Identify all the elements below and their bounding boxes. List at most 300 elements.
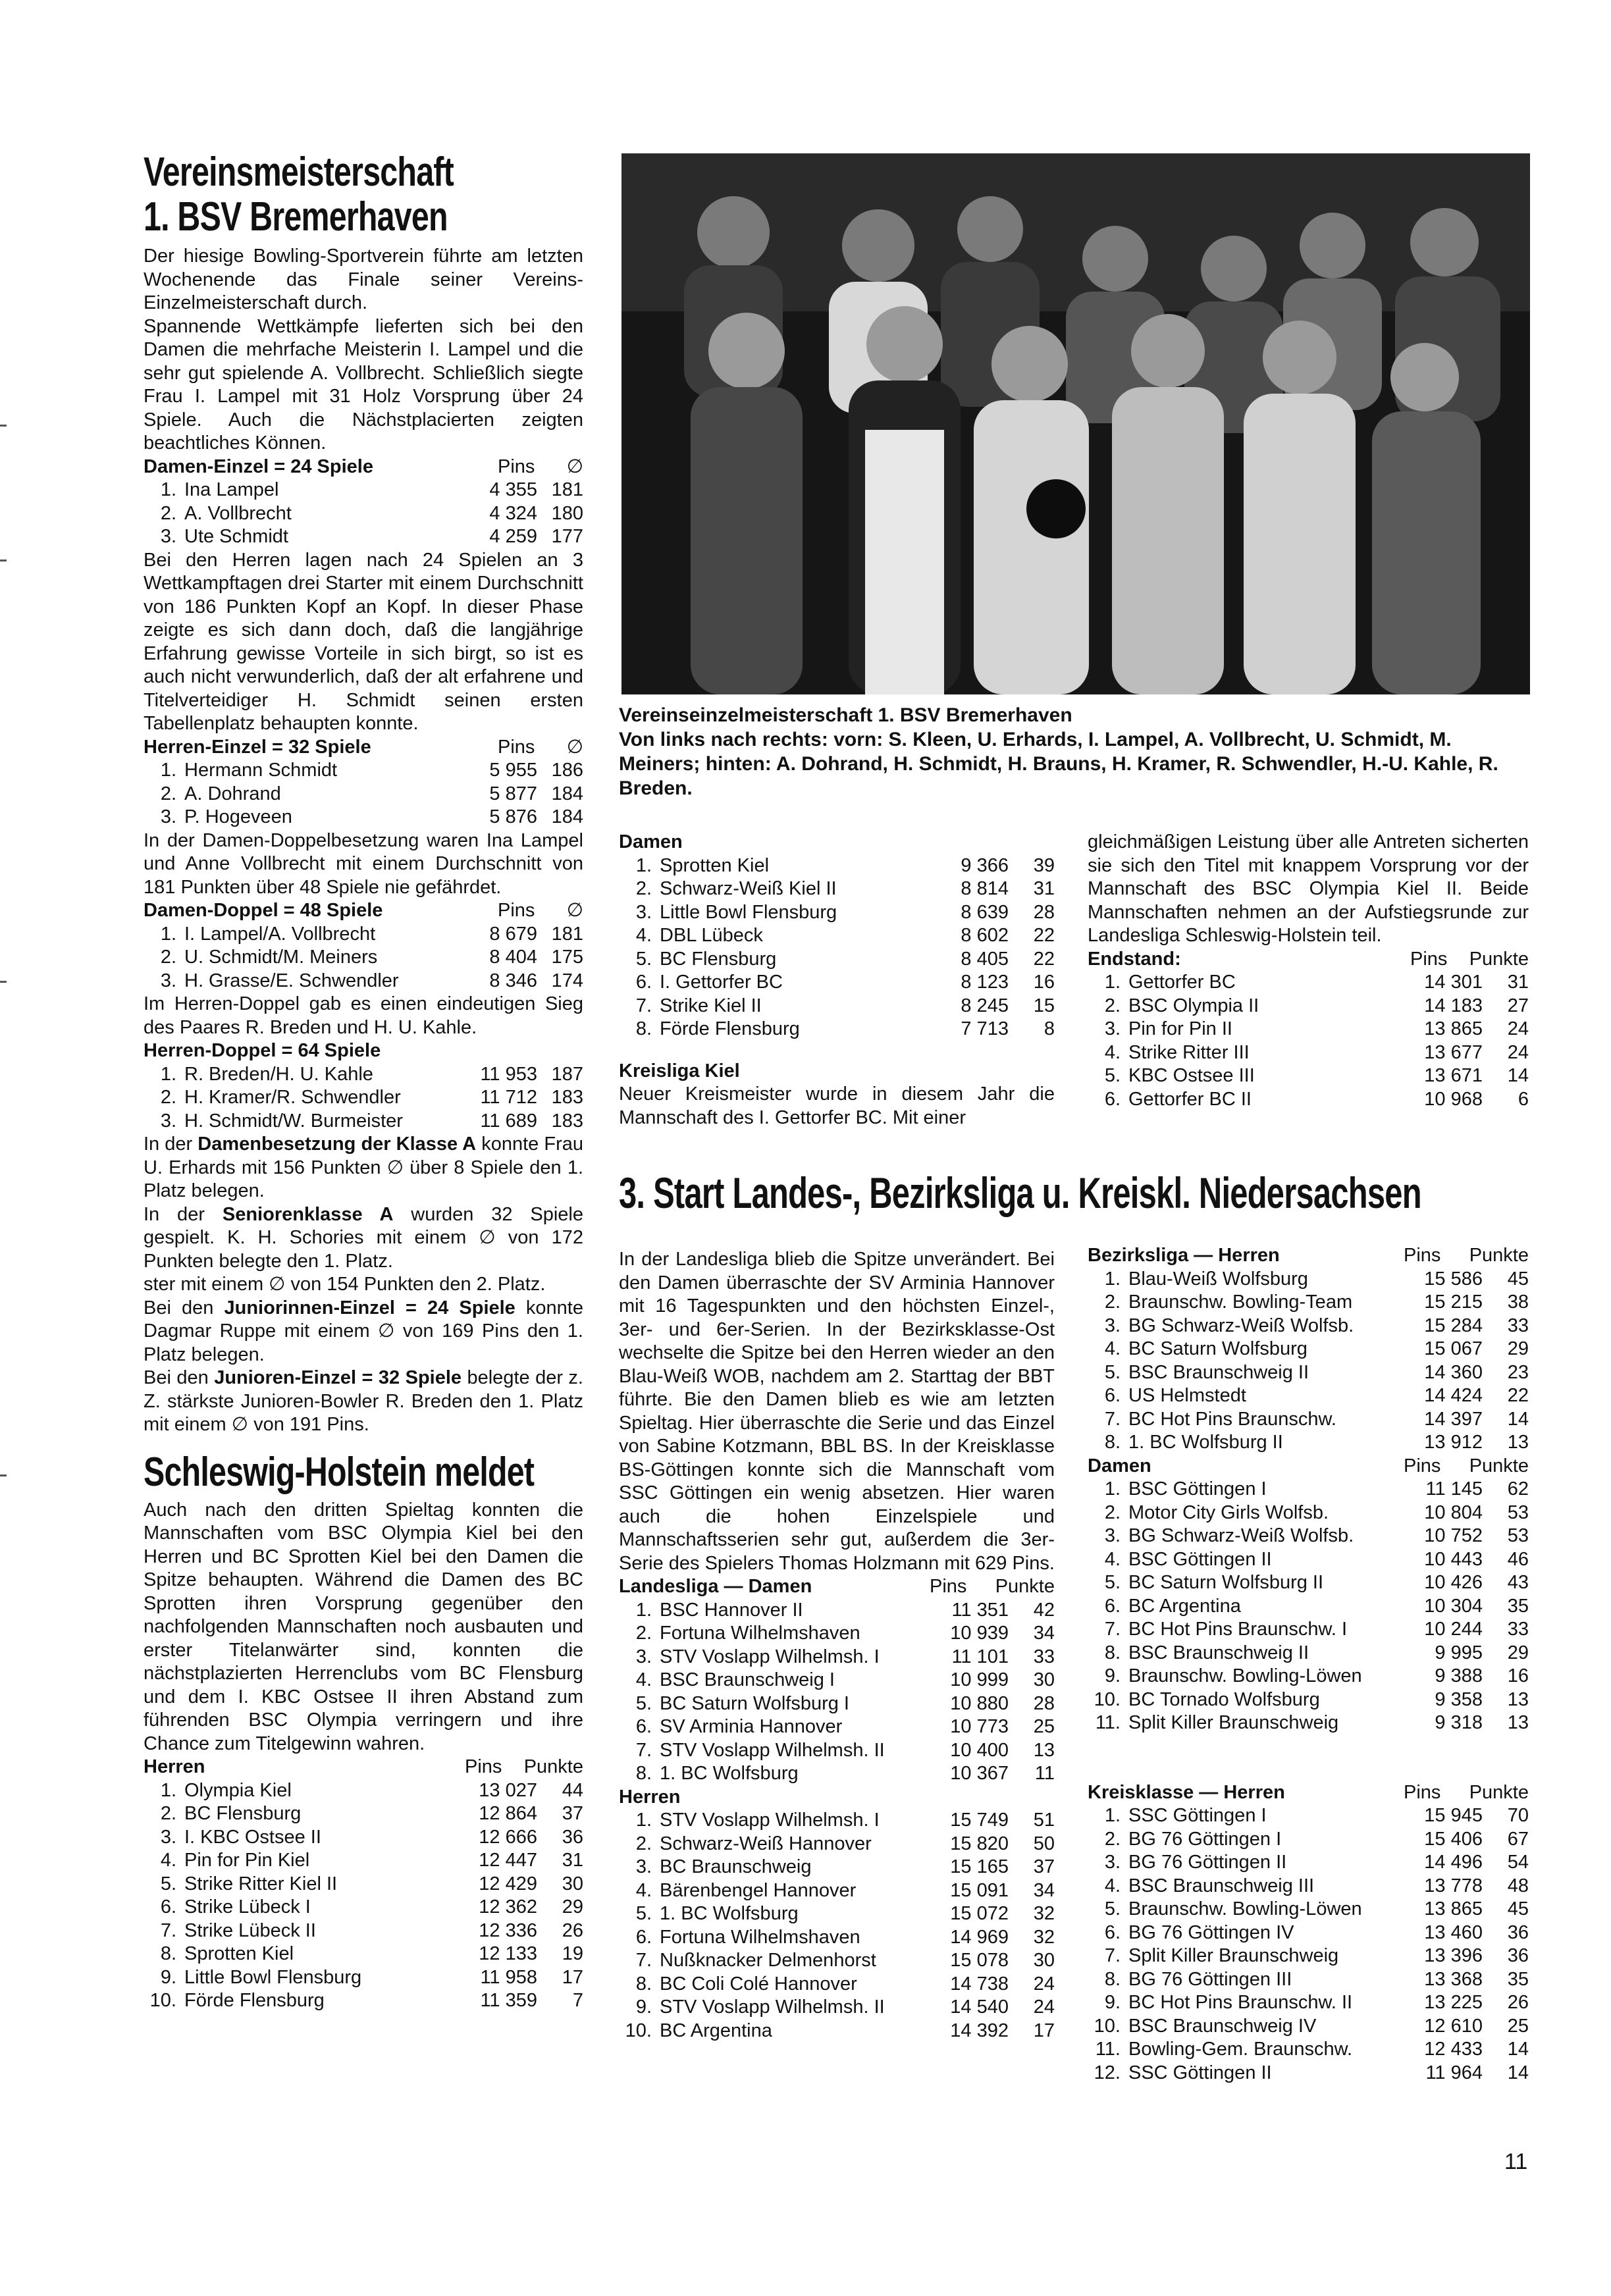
row-position: 4. (1104, 1338, 1121, 1359)
row-pins: 8 639 (961, 901, 1009, 923)
sh-damen-header: Damen (619, 831, 683, 852)
table-row (619, 1879, 1055, 1903)
row-name: Braunschw. Bowling-Löwen (1128, 1898, 1362, 1919)
row-pins: 13 225 (1424, 1992, 1483, 2013)
row-position: 3. (635, 1856, 652, 1877)
column-middle-upper (619, 831, 1055, 1130)
table-row (619, 1809, 1055, 1833)
row-points: 33 (1507, 1315, 1529, 1336)
row-name: R. Breden/H. U. Kahle (184, 1063, 373, 1085)
bezirksliga-herren-table (1088, 1268, 1529, 1455)
row-points: 30 (1033, 1669, 1055, 1690)
table-row (1088, 1501, 1529, 1525)
row-position: 2. (160, 1803, 176, 1824)
row-name: BC Saturn Wolfsburg (1128, 1338, 1307, 1359)
row-pins: 8 123 (961, 972, 1009, 993)
row-points: 33 (1507, 1619, 1529, 1640)
row-position: 1. (160, 923, 176, 945)
table-row (1088, 971, 1529, 995)
table-row (144, 1826, 583, 1850)
row-pins: 10 244 (1424, 1619, 1483, 1640)
row-pins: 10 752 (1424, 1525, 1483, 1546)
row-points: 44 (562, 1779, 583, 1801)
row-average: 180 (551, 502, 583, 524)
row-average: 183 (551, 1110, 583, 1132)
row-pins: 15 078 (950, 1950, 1009, 1971)
table-row (619, 995, 1055, 1018)
row-points: 30 (562, 1873, 583, 1894)
row-name: BC Argentina (660, 2020, 772, 2041)
row-position: 11. (1095, 1712, 1121, 1733)
row-position: 1. (1104, 1478, 1121, 1500)
row-points: 32 (1033, 1903, 1055, 1924)
row-average: 181 (551, 923, 583, 945)
row-name: STV Voslapp Wilhelmsh. II (660, 1739, 885, 1761)
landesliga-damen-header: Landesliga — Damen Pins Punkte (619, 1576, 1055, 1597)
row-name: Fortuna Wilhelmshaven (660, 1926, 860, 1948)
row-points: 28 (1033, 1692, 1055, 1714)
table-row (619, 1599, 1055, 1623)
row-name: BC Braunschweig (660, 1856, 812, 1877)
row-position: 9. (1104, 1665, 1121, 1686)
row-pins: 11 359 (480, 1990, 537, 2011)
row-name: BC Flensburg (660, 948, 777, 970)
row-name: BG Schwarz-Weiß Wolfsb. (1128, 1525, 1354, 1546)
row-pins: 8 602 (961, 925, 1009, 946)
article1-intro: Der hiesige Bowling-Sportverein führte am letzten Wochenende das Finale seiner Vereins-Einzelmeisterschaft durch. (144, 246, 583, 313)
row-position: 1. (635, 854, 652, 876)
row-name: SSC Göttingen II (1128, 2062, 1272, 2083)
landesliga-herren-table (619, 1809, 1055, 2043)
row-pins: 8 245 (961, 995, 1009, 1016)
row-name: Pin for Pin II (1128, 1018, 1232, 1039)
row-pins: 9 995 (1435, 1642, 1483, 1663)
row-name: Strike Lübeck I (184, 1896, 311, 1918)
table-row (144, 1110, 583, 1134)
table-row (144, 783, 583, 806)
damen-einzel-header: Damen-Einzel = 24 Spiele Pins ∅ (144, 456, 583, 477)
row-name: BSC Göttingen I (1128, 1478, 1267, 1500)
row-name: BC Hot Pins Braunschw. II (1128, 1992, 1353, 2013)
row-points: 32 (1033, 1926, 1055, 1948)
table-row (144, 923, 583, 947)
table-row (1088, 1665, 1529, 1688)
row-name: Schwarz-Weiß Hannover (660, 1833, 872, 1854)
row-points: 26 (1507, 1992, 1529, 2013)
row-points: 42 (1033, 1599, 1055, 1621)
row-points: 14 (1507, 1408, 1529, 1430)
row-pins: 14 183 (1424, 995, 1483, 1016)
row-position: 3. (1104, 1018, 1121, 1039)
row-position: 6. (160, 1896, 176, 1918)
article1-para3: In der Damen-Doppelbesetzung waren Ina Lampel und Anne Vollbrecht mit einem Durchschnitt von 181 Punkten über 48 Spiele nie gefährdet. (144, 829, 583, 898)
row-position: 7. (1104, 1945, 1121, 1966)
row-points: 53 (1507, 1501, 1529, 1523)
table-row (1088, 1595, 1529, 1619)
row-name: Sprotten Kiel (660, 854, 770, 876)
row-position: 3. (635, 901, 652, 923)
row-pins: 12 362 (479, 1896, 537, 1918)
row-position: 1. (160, 760, 176, 781)
landesliga-damen-table (619, 1599, 1055, 1786)
table-row (619, 1646, 1055, 1669)
row-position: 6. (1104, 1921, 1121, 1943)
row-position: 6. (635, 1716, 652, 1737)
table-row (1088, 1478, 1529, 1501)
row-points: 17 (562, 1966, 583, 1988)
row-name: Strike Lübeck II (184, 1919, 316, 1941)
row-points: 45 (1507, 1268, 1529, 1290)
row-pins: 9 318 (1435, 1712, 1483, 1733)
row-name: Schwarz-Weiß Kiel II (660, 878, 837, 899)
table-row (619, 1669, 1055, 1692)
row-points: 31 (562, 1850, 583, 1871)
article1-para8: Bei den Juniorinnen-Einzel = 24 Spiele konnte Dagmar Ruppe mit einem ∅ von 169 Pins den 1. Platz belegen. (144, 1297, 583, 1365)
row-name: BG 76 Göttingen IV (1128, 1921, 1294, 1943)
table-row (1088, 1875, 1529, 1898)
row-name: BC Hot Pins Braunschw. (1128, 1408, 1336, 1430)
row-pins: 13 912 (1424, 1432, 1483, 1453)
row-position: 6. (635, 972, 652, 993)
row-name: Pin for Pin Kiel (184, 1850, 310, 1871)
row-points: 43 (1507, 1572, 1529, 1593)
row-name: Strike Ritter III (1128, 1041, 1250, 1063)
row-pins: 13 865 (1424, 1898, 1483, 1919)
row-average: 186 (551, 760, 583, 781)
row-pins: 12 336 (479, 1919, 537, 1941)
row-pins: 5 955 (489, 760, 537, 781)
table-row (619, 1856, 1055, 1879)
row-position: 9. (635, 1996, 652, 2018)
row-position: 2. (160, 1087, 176, 1108)
table-row (619, 1996, 1055, 2020)
row-pins: 9 366 (961, 854, 1009, 876)
row-pins: 13 368 (1424, 1968, 1483, 1990)
row-position: 3. (160, 1110, 176, 1132)
row-position: 1. (635, 1599, 652, 1621)
table-row (619, 948, 1055, 972)
margin-mark (0, 1474, 7, 1476)
row-pins: 14 392 (950, 2020, 1009, 2041)
row-name: H. Schmidt/W. Burmeister (184, 1110, 403, 1132)
table-row (1088, 1268, 1529, 1292)
row-points: 13 (1507, 1712, 1529, 1733)
row-pins: 11 712 (480, 1087, 537, 1108)
table-row (619, 854, 1055, 878)
row-position: 2. (635, 1833, 652, 1854)
row-points: 8 (1043, 1018, 1055, 1039)
row-points: 51 (1033, 1810, 1055, 1831)
row-average: 184 (551, 806, 583, 827)
row-name: BG Schwarz-Weiß Wolfsb. (1128, 1315, 1354, 1336)
row-position: 4. (160, 1850, 176, 1871)
table-row (144, 759, 583, 783)
row-position: 7. (1104, 1408, 1121, 1430)
row-position: 8. (160, 1943, 176, 1964)
row-name: Ina Lampel (184, 479, 279, 500)
row-position: 2. (635, 878, 652, 899)
article1-para1: Spannende Wettkämpfe lieferten sich bei den Damen die mehrfache Meisterin I. Lampel und die sehr gut spielende A. Vollbrecht. Schließlich siegte Frau I. Lampel mit 31 Holz Vorsprung über 24 Spiele. Auch die Nächstplacierten zeigten beachtliches Können. (144, 315, 583, 454)
row-name: KBC Ostsee III (1128, 1065, 1255, 1086)
row-name: Sprotten Kiel (184, 1943, 294, 1964)
table-row (1088, 1804, 1529, 1828)
row-average: 187 (551, 1063, 583, 1085)
row-points: 33 (1033, 1646, 1055, 1667)
row-points: 67 (1507, 1828, 1529, 1850)
row-pins: 4 259 (489, 526, 537, 547)
row-pins: 11 958 (480, 1966, 537, 1988)
row-pins: 12 666 (479, 1826, 537, 1848)
row-points: 19 (562, 1943, 583, 1964)
row-points: 14 (1507, 2039, 1529, 2060)
row-points: 24 (1507, 1018, 1529, 1039)
row-position: 8. (1104, 1642, 1121, 1663)
row-average: 184 (551, 783, 583, 804)
row-pins: 15 749 (950, 1810, 1009, 1831)
row-points: 48 (1507, 1875, 1529, 1896)
row-points: 25 (1507, 2015, 1529, 2037)
photo-caption-title: Vereinseinzelmeisterschaft 1. BSV Bremerhaven (619, 704, 1072, 726)
row-pins: 15 215 (1424, 1292, 1483, 1313)
row-pins: 10 804 (1424, 1501, 1483, 1523)
row-name: Hermann Schmidt (184, 760, 338, 781)
row-average: 183 (551, 1087, 583, 1108)
article1-title-line1: Vereinsmeisterschaft (144, 149, 454, 195)
row-pins: 14 496 (1424, 1852, 1483, 1873)
row-position: 2. (1104, 1292, 1121, 1313)
row-position: 10. (1094, 1688, 1121, 1710)
row-points: 35 (1507, 1968, 1529, 1990)
row-name: Strike Ritter Kiel II (184, 1873, 338, 1894)
row-name: Förde Flensburg (184, 1990, 325, 2011)
table-row (144, 946, 583, 970)
row-pins: 10 443 (1424, 1548, 1483, 1570)
row-pins: 14 969 (950, 1926, 1009, 1948)
row-name: BSC Braunschweig III (1128, 1875, 1315, 1896)
row-points: 24 (1033, 1973, 1055, 1995)
photo-caption-text: Von links nach rechts: vorn: S. Kleen, U. Erhards, I. Lampel, A. Vollbrecht, U. Schmidt, M. Meiners; hinten: A. Dohrand, H. Schmidt, H. Brauns, H. Kramer, R. Schwendler, H.-U. Kahle, R. Breden. (619, 729, 1498, 799)
row-position: 4. (635, 1879, 652, 1901)
table-row (619, 1973, 1055, 1996)
table-row (144, 1086, 583, 1110)
table-row (1088, 2015, 1529, 2039)
row-points: 29 (1507, 1338, 1529, 1359)
row-position: 5. (1104, 1572, 1121, 1593)
row-name: Little Bowl Flensburg (184, 1966, 362, 1988)
row-position: 8. (635, 1763, 652, 1784)
row-name: Little Bowl Flensburg (660, 901, 837, 923)
row-pins: 10 400 (950, 1739, 1009, 1761)
row-points: 62 (1507, 1478, 1529, 1500)
endstand-table (1088, 971, 1529, 1111)
table-row (1088, 1851, 1529, 1875)
row-pins: 11 101 (951, 1646, 1009, 1667)
row-name: A. Vollbrecht (184, 502, 292, 524)
row-points: 13 (1507, 1432, 1529, 1453)
row-pins: 8 404 (489, 947, 537, 968)
row-pins: 12 610 (1424, 2015, 1483, 2037)
row-name: Bärenbengel Hannover (660, 1879, 857, 1901)
row-pins: 7 713 (961, 1018, 1009, 1039)
row-points: 39 (1033, 854, 1055, 876)
herren-doppel-header: Herren-Doppel = 64 Spiele (144, 1040, 381, 1061)
row-pins: 13 460 (1424, 1921, 1483, 1943)
table-row (1088, 1571, 1529, 1595)
table-row (1088, 1064, 1529, 1088)
landesliga-herren-header: Herren (619, 1786, 681, 1808)
table-row (619, 924, 1055, 948)
row-position: 5. (635, 1903, 652, 1924)
row-pins: 4 324 (489, 502, 537, 524)
row-position: 1. (160, 479, 176, 500)
article3-title: 3. Start Landes-, Bezirksliga u. Kreiskl. Niedersachsen (619, 1168, 1421, 1217)
row-pins: 8 405 (961, 948, 1009, 970)
row-name: STV Voslapp Wilhelmsh. I (660, 1646, 880, 1667)
row-position: 2. (1104, 1501, 1121, 1523)
table-row (144, 1849, 583, 1873)
row-position: 3. (160, 526, 176, 547)
row-name: BSC Hannover II (660, 1599, 803, 1621)
row-pins: 8 679 (489, 923, 537, 945)
row-name: US Helmstedt (1128, 1385, 1246, 1406)
row-pins: 13 778 (1424, 1875, 1483, 1896)
row-points: 36 (1507, 1945, 1529, 1966)
row-pins: 11 145 (1425, 1478, 1483, 1500)
row-name: BG 76 Göttingen II (1128, 1852, 1287, 1873)
row-pins: 10 999 (950, 1669, 1009, 1690)
column-left (144, 150, 583, 2013)
table-row (144, 1779, 583, 1803)
article2-text: Auch nach den dritten Spieltag konnten die Mannschaften vom BSC Olympia Kiel bei den Herren und BC Sprotten Kiel bei den Damen die Spitze behaupten. Während die Damen des BC Sprotten ihren Vorsprung gegenüber den nachfolgenden Mannschaften noch ausbauten und erster Titelanwärter sind, konnten die nächstplazierten Herrenclubs vom BC Flensburg und dem I. KBC Ostsee II ihren Abstand zum führenden BSC Olympia verringern und ihre Chance zum Titelgewinn wahren. (144, 1499, 583, 1754)
row-name: BSC Braunschweig IV (1128, 2015, 1317, 2037)
row-name: BC Argentina (1128, 1595, 1241, 1617)
row-points: 24 (1507, 1041, 1529, 1063)
row-name: 1. BC Wolfsburg II (1128, 1432, 1283, 1453)
row-name: BG 76 Göttingen III (1128, 1968, 1292, 1990)
row-name: 1. BC Wolfsburg (660, 1763, 799, 1784)
row-position: 5. (635, 1692, 652, 1714)
page-number: 11 (1504, 2149, 1528, 2174)
row-position: 3. (160, 1826, 176, 1848)
row-name: BSC Braunschweig II (1128, 1642, 1309, 1663)
row-pins: 5 877 (489, 783, 537, 804)
table-row (1088, 1338, 1529, 1361)
sh-damen-table (619, 854, 1055, 1041)
row-pins: 8 346 (489, 970, 537, 991)
row-points: 30 (1033, 1950, 1055, 1971)
row-pins: 9 358 (1435, 1688, 1483, 1710)
row-name: BSC Braunschweig II (1128, 1361, 1309, 1383)
row-position: 2. (160, 783, 176, 804)
row-points: 37 (562, 1803, 583, 1824)
column-middle-lower (619, 1248, 1055, 2043)
row-pins: 11 964 (1425, 2062, 1483, 2083)
table-row (1088, 1361, 1529, 1385)
row-points: 70 (1507, 1805, 1529, 1826)
row-position: 1. (1104, 1268, 1121, 1290)
row-name: Gettorfer BC II (1128, 1088, 1252, 1110)
table-row (619, 971, 1055, 995)
row-points: 16 (1507, 1665, 1529, 1686)
row-position: 1. (160, 1779, 176, 1801)
row-points: 17 (1033, 2020, 1055, 2041)
row-name: U. Schmidt/M. Meiners (184, 947, 378, 968)
row-position: 8. (635, 1018, 652, 1039)
row-position: 10. (149, 1990, 176, 2011)
row-pins: 10 426 (1424, 1572, 1483, 1593)
row-points: 16 (1033, 972, 1055, 993)
row-name: SV Arminia Hannover (660, 1716, 843, 1737)
team-photo-illustration (621, 153, 1530, 694)
article2-title: Schleswig-Holstein meldet (144, 1449, 535, 1495)
row-name: 1. BC Wolfsburg (660, 1903, 799, 1924)
row-pins: 13 677 (1424, 1041, 1483, 1063)
row-points: 22 (1033, 925, 1055, 946)
row-name: BC Coli Colé Hannover (660, 1973, 857, 1995)
margin-mark (0, 981, 7, 983)
row-name: P. Hogeveen (184, 806, 292, 827)
table-row (619, 1833, 1055, 1856)
row-pins: 10 304 (1424, 1595, 1483, 1617)
row-position: 4. (635, 1669, 652, 1690)
row-points: 37 (1033, 1856, 1055, 1877)
row-points: 31 (1507, 972, 1529, 993)
article1-para2: Bei den Herren lagen nach 24 Spielen an 3 Wettkampftagen drei Starter mit einem Durchschnitt von 186 Punkten Kopf an Kopf. In dieser Phase zeigte es sich dann doch, daß die langjährige Erfahrung gewisse Vorteile in sich birgt, so ist es auch nicht verwunderlich, daß der alt erfahrene und Titelverteidiger H. Schmidt seinen ersten Tabellenplatz behaupten konnte. (144, 549, 583, 734)
row-points: 31 (1033, 878, 1055, 899)
kreisliga-kiel-text-part1: Neuer Kreismeister wurde in diesem Jahr die Mannschaft des I. Gettorfer BC. Mit einer (619, 1083, 1055, 1128)
damen-einzel-table (144, 479, 583, 549)
table-row (1088, 1921, 1529, 1945)
article1-title-line2: 1. BSV Bremerhaven (144, 194, 448, 240)
row-name: BSC Olympia II (1128, 995, 1259, 1016)
row-name: BSC Braunschweig I (660, 1669, 835, 1690)
row-name: Motor City Girls Wolfsb. (1128, 1501, 1329, 1523)
herren-einzel-header: Herren-Einzel = 32 Spiele Pins ∅ (144, 736, 583, 758)
table-row (144, 1989, 583, 2013)
row-pins: 13 865 (1424, 1018, 1483, 1039)
row-pins: 15 072 (950, 1903, 1009, 1924)
row-position: 8. (1104, 1432, 1121, 1453)
row-points: 29 (1507, 1642, 1529, 1663)
row-points: 35 (1507, 1595, 1529, 1617)
row-position: 8. (1104, 1968, 1121, 1990)
row-position: 6. (635, 1926, 652, 1948)
row-position: 2. (160, 502, 176, 524)
row-pins: 13 027 (479, 1779, 537, 1801)
table-row (1088, 1315, 1529, 1338)
row-pins: 12 133 (479, 1943, 537, 1964)
row-pins: 10 880 (950, 1692, 1009, 1714)
row-pins: 14 397 (1424, 1408, 1483, 1430)
table-row (1088, 1991, 1529, 2015)
row-pins: 14 738 (950, 1973, 1009, 1995)
row-points: 11 (1034, 1763, 1055, 1784)
row-pins: 15 284 (1424, 1315, 1483, 1336)
table-row (144, 1943, 583, 1966)
table-row (1088, 1618, 1529, 1642)
row-position: 9. (160, 1966, 176, 1988)
table-row (1088, 1384, 1529, 1408)
row-pins: 14 424 (1424, 1385, 1483, 1406)
row-position: 11. (1095, 2039, 1121, 2060)
row-points: 13 (1033, 1739, 1055, 1761)
row-pins: 12 429 (479, 1873, 537, 1894)
row-name: BC Flensburg (184, 1803, 302, 1824)
row-name: Braunschw. Bowling-Team (1128, 1292, 1353, 1313)
column-right-lower (1088, 1244, 1529, 2085)
row-position: 4. (1104, 1041, 1121, 1063)
sh-herren-table (144, 1779, 583, 2013)
